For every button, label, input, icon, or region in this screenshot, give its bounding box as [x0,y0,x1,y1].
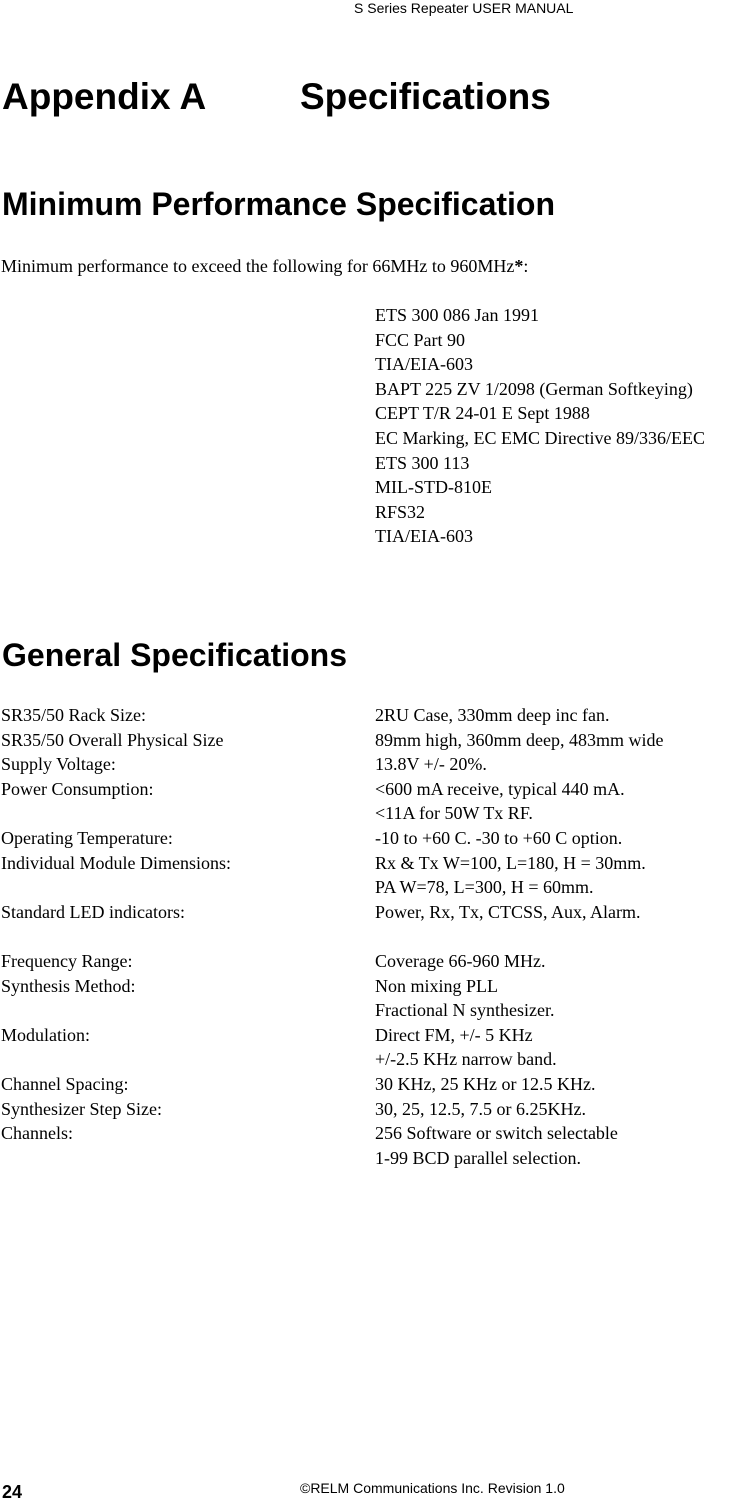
standard-item: TIA/EIA-603 [375,526,473,547]
page-number: 24 [2,1482,23,1502]
spec-label: Channel Spacing: [1,1074,129,1094]
min-perf-intro-colon: : [523,256,529,276]
min-perf-intro-text: Minimum performance to exceed the following for 66MHz to 960MHz [1,256,515,276]
spec-row [0,900,755,925]
standard-item: MIL-STD-810E [375,477,492,498]
spec-row [0,1047,755,1072]
footer-copyright: ©RELM Communications Inc. Revision 1.0 [300,1480,565,1496]
spec-row [0,826,755,851]
running-header: S Series Repeater USER MANUAL [354,0,574,16]
asterisk-note: * [514,256,524,276]
spec-value: <11A for 50W Tx RF. [375,803,533,824]
spec-value: Direct FM, +/- 5 KHz [375,1024,533,1045]
standard-item: CEPT T/R 24-01 E Sept 1988 [375,403,590,424]
standard-item: FCC Part 90 [375,329,466,350]
spec-label: Power Consumption: [1,778,154,799]
spec-label: Synthesizer Step Size: [1,1098,162,1119]
spec-label: Individual Module Dimensions: [1,852,231,873]
spec-value: PA W=78, L=300, H = 60mm. [375,877,594,898]
appendix-title: Specifications [300,76,551,117]
spec-value: +/-2.5 KHz narrow band. [375,1049,557,1070]
spec-value: Power, Rx, Tx, CTCSS, Aux, Alarm. [375,901,641,922]
spec-row [0,924,755,949]
spec-row [0,703,755,728]
spec-row [0,752,755,777]
spec-label: Synthesis Method: [1,975,136,996]
spec-value: 89mm high, 360mm deep, 483mm wide [375,729,664,750]
spec-label: Supply Voltage: [1,754,116,775]
spec-row [0,1121,755,1146]
spec-row [0,998,755,1023]
spec-value: 13.8V +/- 20%. [375,754,487,775]
spec-value: <600 mA receive, typical 440 mA. [375,778,625,799]
spec-value: 1-99 BCD parallel selection. [375,1147,581,1168]
standard-item: ETS 300 086 Jan 1991 [375,305,539,325]
spec-row [0,1097,755,1122]
spec-row [0,1023,755,1048]
spec-label: Standard LED indicators: [1,901,185,922]
spec-row [0,851,755,876]
min-perf-intro [1,254,528,279]
spec-value: 2RU Case, 330mm deep inc fan. [375,705,610,725]
spec-row [0,801,755,826]
spec-row [0,974,755,999]
spec-row [0,949,755,974]
spec-value: Non mixing PLL [375,975,499,996]
spec-value: 30 KHz, 25 KHz or 12.5 KHz. [375,1074,596,1094]
spec-label: SR35/50 Rack Size: [1,705,146,725]
spec-row [0,1072,755,1097]
standards-list [375,303,705,549]
spec-value: Rx & Tx W=100, L=180, H = 30mm. [375,852,646,873]
spec-value: Coverage 66-960 MHz. [375,951,546,971]
spec-row [0,728,755,753]
standard-item: EC Marking, EC EMC Directive 89/336/EEC [375,427,705,448]
spec-label: Channels: [1,1123,73,1144]
spec-value: -10 to +60 C. -30 to +60 C option. [375,828,623,848]
spec-label: Operating Temperature: [1,828,173,848]
spec-value: 30, 25, 12.5, 7.5 or 6.25KHz. [375,1098,586,1119]
spec-value: 256 Software or switch selectable [375,1123,618,1144]
spec-row [0,777,755,802]
spec-row [0,875,755,900]
section-heading-minimum-performance: Minimum Performance Specification [2,186,556,222]
standard-item: TIA/EIA-603 [375,354,473,375]
spec-label: Modulation: [1,1024,90,1045]
spec-row [0,1146,755,1171]
standard-item: BAPT 225 ZV 1/2098 (German Softkeying) [375,378,693,399]
spec-label: SR35/50 Overall Physical Size [1,729,224,750]
standard-item: ETS 300 113 [375,452,470,473]
appendix-label: Appendix A [2,76,207,117]
section-heading-general-specifications: General Specifications [2,637,348,673]
spec-label: Frequency Range: [1,951,133,971]
spec-value: Fractional N synthesizer. [375,1000,555,1021]
standard-item: RFS32 [375,501,426,522]
